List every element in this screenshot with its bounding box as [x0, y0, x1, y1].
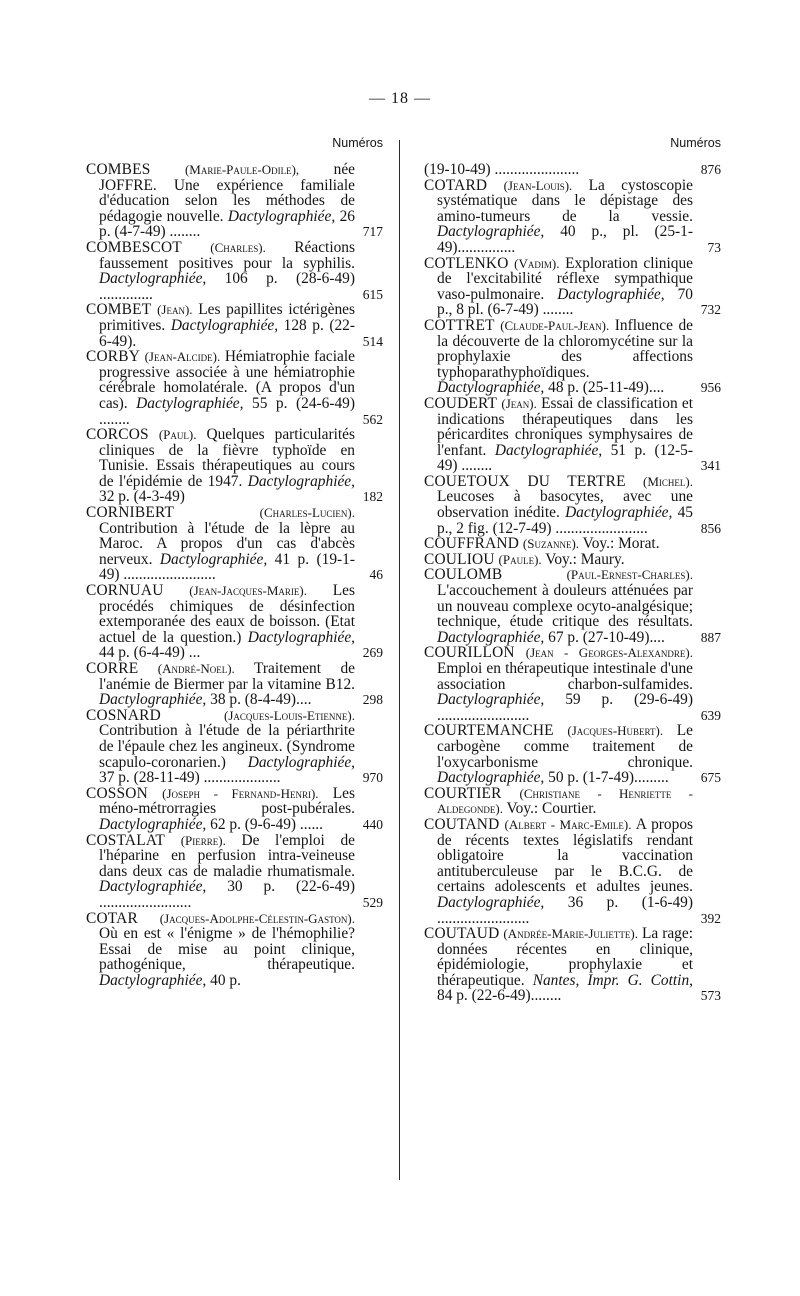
entry-number: 970 [362, 770, 383, 786]
bibliography-entry [86, 661, 391, 708]
bibliography-entry [424, 318, 729, 396]
entry-publication: Dactylographiée, [227, 207, 336, 225]
entry-details: 84 p. (22-6-49)........ [437, 987, 562, 1005]
entry-title: Exploration clinique de l'excitabilité réflexe sympathique vaso-pulmonaire. [437, 254, 693, 303]
entry-details: 51 p. (12-5-49) ........ [437, 441, 693, 475]
bibliography-entry [86, 911, 391, 989]
entry-details: 62 p. (9-6-49) ...... [210, 815, 323, 833]
entry-title: Les procédés chimiques de désinfection extemporanée des eaux de boisson. (Etat actuel de la question.) [99, 582, 355, 646]
entry-title: Contribution à l'étude de la lèpre au Maroc. A propos d'un cas d'abcès nerveux. [99, 519, 355, 568]
entry-given-names: (Paule). [498, 551, 542, 567]
entry-details: 40 p., pl. (25-1-49)............... [437, 223, 693, 256]
entry-given-names: (Michel). [643, 473, 693, 489]
bibliography-entry [424, 474, 729, 536]
entry-number: 562 [362, 411, 383, 427]
entry-details: 32 p. (4-3-49) [99, 488, 185, 506]
entry-given-names: (Jacques-Louis-Etienne). [223, 707, 355, 723]
entry-given-names: (Jean-Jacques-Marie). [189, 583, 308, 599]
entry-number: 573 [700, 988, 721, 1004]
entry-publication: Dactylographiée, [247, 628, 355, 646]
bibliography-entry [424, 178, 729, 256]
entry-details: 55 p. (24-6-49) ........ [99, 394, 355, 428]
entry-author: COMBET [86, 301, 152, 319]
entry-author: COSNARD [86, 706, 161, 724]
entry-title: Voy.: Morat. [582, 535, 660, 553]
entry-title: Influence de la découverte de la chloromycétine sur la prophylaxie des affections typhoparathyphoïdiques. [437, 316, 693, 381]
entry-author: COMBES [86, 161, 151, 178]
numeros-label: Numéros [332, 136, 383, 150]
entry-publication: Dactylographiée, [247, 472, 355, 490]
entry-author: COUTAND [424, 815, 500, 833]
bibliography-entry [86, 302, 391, 349]
entry-number: 887 [700, 629, 721, 645]
entry-publication: Dactylographiée, [99, 270, 207, 288]
entry-title: Voy.: Courtier. [506, 800, 597, 818]
entry-details: 30 p. (22-6-49) ........................ [99, 878, 355, 911]
entry-details: 106 p. (28-6-49) .............. [99, 270, 355, 303]
entry-given-names: (Christiane - Henriette - Aldegonde). [437, 785, 693, 817]
bibliography-entry [86, 708, 391, 786]
entry-author: COULOMB [424, 566, 503, 584]
entry-number: 514 [362, 333, 383, 349]
entry-author: CORBY [86, 348, 141, 366]
entry-author: COTAR [86, 909, 138, 927]
entry-publication: Dactylographiée, [437, 379, 545, 397]
entry-title: Les méno-métrorragies post-pubérales. [99, 784, 355, 818]
bibliography-entry [86, 786, 391, 833]
entry-number: 392 [700, 910, 721, 926]
entry-given-names: (Marie-Paule-Odile), [184, 162, 300, 177]
column-divider [399, 140, 400, 1180]
entry-given-names: (Andrée-Marie-Juliette). [503, 926, 638, 942]
right-column [424, 136, 729, 1004]
entry-title: Hémiatrophie faciale progressive associée à une hémiatrophie cérébrale homolatérale. (A propos d'un cas). [99, 348, 355, 412]
entry-publication: Dactylographiée, [99, 878, 207, 896]
bibliography-entry [424, 536, 729, 552]
entry-publication: Dactylographiée, [437, 691, 545, 709]
entry-title: Voy.: Maury. [545, 550, 625, 568]
entry-author: CORCOS [86, 426, 149, 444]
entry-number: 529 [362, 894, 383, 910]
entry-number: 269 [362, 645, 383, 661]
entry-author: CORNIBERT [86, 504, 175, 522]
entry-author: COTLENKO [424, 254, 509, 272]
entry-given-names: (Jean-Alcide). [144, 349, 221, 365]
entry-publication: Dactylographiée, [99, 815, 207, 833]
page-number: — 18 — [369, 90, 431, 107]
entry-number: 298 [362, 692, 383, 708]
entry-author: COUTAUD [424, 925, 500, 943]
entry-given-names: (André-Noel). [157, 661, 235, 676]
bibliography-entry [424, 162, 729, 178]
entry-details: 50 p. (1-7-49)......... [548, 769, 669, 787]
entry-given-names: (Joseph - Fernand-Henri). [162, 785, 319, 801]
entry-number: 341 [700, 458, 721, 474]
left-column-heading [86, 136, 391, 158]
entry-number: 717 [362, 224, 383, 240]
entry-number: 73 [707, 239, 721, 255]
bibliography-entry [424, 552, 729, 568]
bibliography-entry [424, 786, 729, 817]
entry-details: 44 p. (6-4-49) ... [99, 644, 201, 662]
entry-publication: Dactylographiée, [565, 504, 673, 522]
entry-details: 26 p. (4-7-49) ........ [99, 207, 355, 241]
entry-author: COSTALAT [86, 831, 166, 849]
entry-title: Leucoses à basocytes, avec une observation inédite. [437, 488, 693, 522]
entry-details: 38 p. (8-4-49).... [210, 691, 312, 709]
entry-title: Emploi en thérapeutique intestinale d'une association charbon-sulfamides. [437, 660, 693, 693]
right-column-heading [424, 136, 729, 158]
entry-author: COSSON [86, 784, 148, 802]
entry-author: COUDERT [424, 394, 498, 412]
entry-given-names: (Charles-Lucien). [259, 505, 355, 521]
bibliography-entry [424, 645, 729, 723]
entry-author: COURTIER [424, 784, 502, 802]
entry-given-names: (Jean). [501, 395, 537, 411]
right-entries [424, 162, 729, 1004]
entry-number: 639 [700, 707, 721, 723]
entry-publication: Dactylographiée, [136, 394, 244, 412]
entry-number: 876 [700, 162, 721, 177]
entry-given-names: (Jean-Louis). [503, 177, 573, 193]
entry-title: Les papillites ictérigènes primitives. [99, 301, 355, 334]
entry-publication: Dactylographiée, [494, 441, 603, 459]
entry-given-names: (Paul). [158, 427, 197, 443]
entry-publication: Dactylographiée, [247, 753, 355, 771]
entry-publication: Dactylographiée, [437, 893, 545, 911]
bibliography-entry [86, 162, 391, 240]
entry-details: 70 p., 8 pl. (6-7-49) ........ [437, 285, 693, 319]
entry-publication: Dactylographiée, [437, 769, 545, 787]
entry-title: Réactions faussement positives pour la syphilis. [99, 238, 355, 272]
entry-number: 956 [700, 380, 721, 396]
entry-title: L'accouchement à douleurs atténuées par un nouveau complexe ocyto-analgésique; technique, étude critique des résultats. [437, 582, 693, 631]
entry-author: COMBESCOT [86, 238, 182, 256]
entry-given-names: (Jean - Georges-Alexandre). [525, 645, 693, 661]
entry-details: 48 p. (25-11-49).... [548, 379, 665, 397]
entry-details: 45 p., 2 fig. (12-7-49) ........................ [437, 504, 693, 537]
entry-author: CORRE [86, 660, 139, 677]
entry-publication: Dactylographiée, [437, 223, 545, 241]
entry-details: 36 p. (1-6-49) ........................ [437, 893, 693, 927]
entry-title: Où en est « l'énigme » de l'hémophilie? Essai de mise au point clinique, pathogénique, thérapeutique. [99, 925, 355, 974]
entry-author: COURILLON [424, 644, 515, 662]
entry-number: 732 [700, 302, 721, 318]
bibliography-entry [86, 240, 391, 302]
bibliography-entry [86, 833, 391, 911]
entry-title: La rage: données récentes en clinique, épidémiologie, prophylaxie et thérapeutique. [437, 925, 693, 989]
entry-author: COUETOUX DU TERTRE [424, 472, 626, 490]
entry-title: Contribution à l'étude de la périarthrite de l'épaule chez les angineux. (Syndrome scapulo-coronarien.) [99, 722, 355, 771]
entry-title: A propos de récents textes législatifs rendant obligatoire la vaccination antituberculeuse par le B.C.G. de certains adolescents et adultes jeunes. [437, 815, 693, 896]
bibliography-entry [424, 926, 729, 1004]
entry-given-names: (Jacques-Hubert). [567, 723, 664, 739]
bibliography-entry [424, 723, 729, 785]
entry-number: 856 [700, 520, 721, 536]
entry-title: Traitement de l'anémie de Biermer par la vitamine B12. [99, 660, 355, 693]
entry-author: COTARD [424, 176, 488, 194]
entry-given-names: (Pierre). [180, 832, 226, 848]
entry-title: De l'emploi de l'héparine en perfusion intra-veineuse dans deux cas de maladie rhumatismale. [99, 831, 355, 880]
bibliography-entry [424, 817, 729, 926]
entry-number: 675 [700, 770, 721, 786]
entry-author: COTTRET [424, 316, 495, 334]
entry-given-names: (Suzanne). [522, 536, 580, 552]
bibliography-entry [424, 396, 729, 474]
entry-number: 440 [362, 816, 383, 832]
entry-details: 37 p. (28-11-49) .................... [99, 769, 281, 787]
entry-publication: Dactylographiée, [99, 971, 207, 989]
entry-number: 615 [362, 286, 383, 302]
left-entries [86, 162, 391, 988]
entry-author: COURTEMANCHE [424, 722, 554, 740]
entry-author: CORNUAU [86, 582, 164, 600]
entry-given-names: (Charles). [210, 239, 266, 255]
entry-given-names: (Jacques-Adolphe-Célestin-Gaston). [159, 910, 355, 926]
entry-given-names: (Paul-Ernest-Charles). [566, 567, 693, 583]
left-column [86, 136, 391, 988]
entry-number: 182 [362, 489, 383, 505]
entry-publication: Nantes, Impr. G. Cottin, [532, 971, 693, 989]
entry-title: La cystoscopie systématique dans le dépistage des amino-tumeurs de la vessie. [437, 176, 693, 225]
entry-number: 46 [369, 567, 383, 583]
entry-title: née JOFFRE. Une expérience familiale d'éducation selon les méthodes de pédagogie nouvelle. [99, 161, 355, 225]
bibliography-entry [86, 349, 391, 427]
entry-title: Essai de classification et indications thérapeutiques dans les péricardites chroniques symphysaires de l'enfant. [437, 394, 693, 459]
entry-given-names: (Albert - Marc-Emile). [504, 816, 632, 832]
entry-details: 128 p. (22-6-49). [99, 316, 355, 350]
entry-publication: Dactylographiée, [159, 550, 268, 568]
entry-details: 41 p. (19-1-49) ........................ [99, 550, 355, 584]
bibliography-entry [86, 505, 391, 583]
entry-author: COULIOU [424, 550, 495, 568]
entry-title: (19-10-49) ...................... [424, 161, 580, 178]
entry-title: Le carbogène comme traitement de l'oxycarbonisme chronique. [437, 722, 693, 771]
entry-publication: Dactylographiée, [170, 316, 279, 334]
bibliography-entry [424, 567, 729, 645]
entry-author: COUFFRAND [424, 535, 520, 553]
entry-details: 67 p. (27-10-49).... [548, 628, 665, 646]
entry-given-names: (Jean). [157, 302, 193, 318]
entry-details: 59 p. (29-6-49) ........................ [437, 691, 693, 724]
entry-details: 40 p. [210, 971, 241, 989]
entry-publication: Dactylographiée, [437, 628, 545, 646]
entry-title: Quelques particularités cliniques de la fièvre typhoïde en Tunisie. Essais thérapeutiques au cours de l'épidémie de 1947. [99, 426, 355, 490]
bibliography-entry [424, 256, 729, 318]
bibliography-entry [86, 427, 391, 505]
entry-given-names: (Claude-Paul-Jean). [500, 317, 610, 333]
entry-publication: Dactylographiée, [557, 285, 665, 303]
numeros-label: Numéros [670, 136, 721, 150]
bibliography-entry [86, 583, 391, 661]
entry-publication: Dactylographiée, [99, 691, 207, 709]
entry-given-names: (Vadim). [514, 255, 560, 271]
